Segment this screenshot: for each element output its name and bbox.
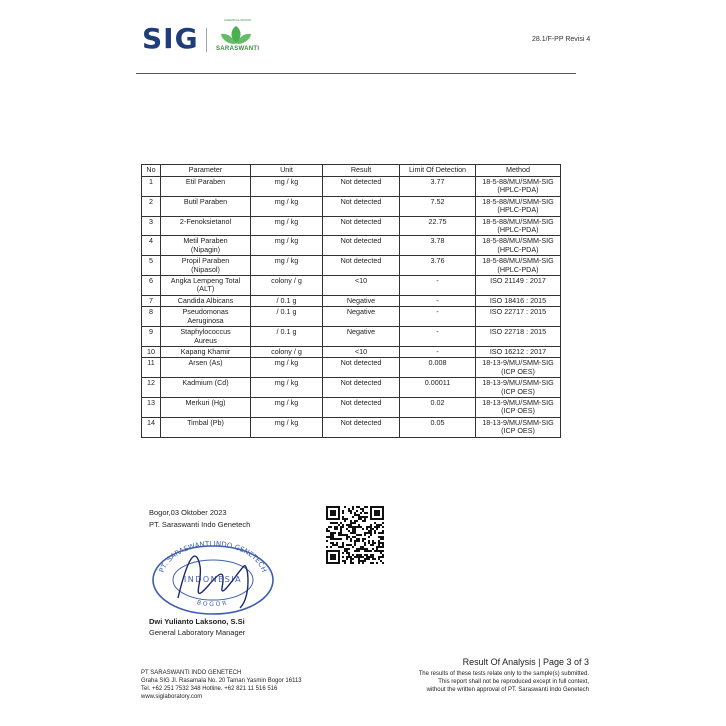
signatory-title: General Laboratory Manager	[149, 628, 246, 637]
cell-unit-line: / 0.1 g	[276, 327, 297, 337]
cell-unit	[251, 397, 323, 417]
cell-no	[142, 417, 161, 437]
footer-company: PT SARASWANTI INDO GENETECH	[141, 670, 242, 676]
cell-method-line: 18-5-88/MU/SMM-SIG	[482, 196, 554, 206]
cell-method-line: (HPLC-PDA)	[497, 225, 539, 235]
svg-text:BOGOR	[196, 599, 229, 608]
cell-result	[323, 358, 400, 378]
cell-result	[323, 378, 400, 398]
cell-no	[142, 196, 161, 216]
cell-unit-line: / 0.1 g	[276, 295, 297, 305]
cell-parameter-line: Butil Paraben	[183, 196, 228, 206]
cell-no	[142, 216, 161, 236]
footer-phone: Tel. +62 251 7532 348 Hotline. +62 821 11 516 516	[141, 686, 278, 692]
cell-no	[142, 346, 161, 357]
cell-parameter	[161, 346, 251, 357]
table-row	[142, 276, 561, 296]
cell-parameter	[161, 378, 251, 398]
cell-method-line: (HPLC-PDA)	[497, 185, 539, 195]
footer-address: Graha SIG Jl. Rasamala No. 20 Taman Yasmin Bogor 16113	[141, 678, 302, 684]
cell-method	[476, 417, 561, 437]
stamp-top-text: PT. SARASWANTI INDO GENETECH	[157, 539, 269, 574]
cell-method	[476, 177, 561, 197]
cell-unit	[251, 276, 323, 296]
cell-method-line: (HPLC-PDA)	[497, 264, 539, 274]
col-limit-of-detection: Limit Of Detection	[400, 165, 476, 177]
cell-no-line: 11	[147, 358, 155, 368]
cell-result-line: Negative	[346, 295, 376, 305]
saraswanti-tagline: CHEMICAL GROUP	[224, 18, 252, 22]
cell-result-line: Negative	[346, 307, 376, 317]
cell-parameter	[161, 397, 251, 417]
cell-parameter-line: Kapang Khamir	[180, 346, 231, 356]
signatory-name: Dwi Yulianto Laksono, S.Si	[149, 617, 245, 626]
table-row	[142, 295, 561, 306]
cell-lod	[400, 397, 476, 417]
cell-unit-line: colony / g	[271, 276, 302, 286]
qr-code-icon	[326, 506, 384, 564]
cell-parameter	[161, 177, 251, 197]
cell-result-line: Not detected	[340, 236, 382, 246]
cell-no	[142, 236, 161, 256]
disclaimer-line: This report shall not be reproduced except in full context,	[438, 679, 589, 685]
col-no: No	[142, 165, 161, 177]
cell-parameter	[161, 417, 251, 437]
cell-method	[476, 236, 561, 256]
disclaimer-line: without the written approval of PT. Saraswanti Indo Genetech	[426, 687, 589, 693]
cell-lod	[400, 295, 476, 306]
cell-method-line: 18-5-88/MU/SMM-SIG	[482, 216, 554, 226]
cell-lod-line: 0.008	[428, 358, 447, 368]
cell-lod	[400, 236, 476, 256]
cell-lod	[400, 256, 476, 276]
header-divider	[136, 73, 576, 74]
cell-lod	[400, 177, 476, 197]
cell-unit	[251, 327, 323, 347]
cell-unit	[251, 295, 323, 306]
cell-no-line: 10	[147, 346, 155, 356]
cell-method-line: 18-5-88/MU/SMM-SIG	[482, 236, 554, 246]
cell-lod	[400, 378, 476, 398]
cell-no	[142, 307, 161, 327]
table-row	[142, 216, 561, 236]
cell-unit-line: mg / kg	[274, 397, 299, 407]
cell-parameter-line: Aureus	[194, 335, 217, 345]
logo-separator	[206, 28, 207, 52]
cell-parameter	[161, 307, 251, 327]
cell-method-line: 18-13-9/MU/SMM-SIG	[482, 358, 554, 368]
cell-no-line: 12	[147, 378, 155, 388]
cell-unit	[251, 216, 323, 236]
cell-parameter	[161, 216, 251, 236]
cell-unit	[251, 417, 323, 437]
cell-no	[142, 397, 161, 417]
cell-result-line: Not detected	[340, 378, 382, 388]
cell-lod-line: 3.77	[430, 177, 445, 186]
cell-result	[323, 196, 400, 216]
stamp-bottom-text: BOGOR	[196, 599, 230, 609]
cell-parameter-line: Staphylococcus	[180, 327, 231, 337]
cell-lod-line: -	[436, 307, 439, 317]
cell-result-line: Not detected	[340, 358, 382, 368]
col-method: Method	[476, 165, 561, 177]
place-date: Bogor,03 Oktober 2023	[149, 508, 227, 517]
cell-method	[476, 358, 561, 378]
cell-unit	[251, 177, 323, 197]
cell-method-line: ISO 22717 : 2015	[489, 307, 547, 317]
cell-result	[323, 177, 400, 197]
cell-lod-line: 22.75	[428, 216, 447, 226]
cell-no-line: 9	[149, 327, 153, 337]
cell-lod	[400, 276, 476, 296]
cell-method-line: (ICP OES)	[501, 366, 535, 376]
cell-unit-line: mg / kg	[274, 417, 299, 427]
cell-no-line: 1	[149, 177, 153, 186]
cell-method-line: ISO 18416 : 2015	[489, 295, 547, 305]
company-stamp-icon	[148, 536, 278, 616]
signing-company: PT. Saraswanti Indo Genetech	[149, 520, 251, 529]
cell-lod	[400, 358, 476, 378]
cell-result-line: Not detected	[340, 417, 382, 427]
cell-result	[323, 307, 400, 327]
cell-result-line: <10	[354, 346, 368, 356]
cell-parameter-line: Candida Albicans	[177, 295, 234, 305]
cell-parameter-line: Merkuri (Hg)	[185, 397, 226, 407]
cell-parameter-line: Etil Paraben	[185, 177, 226, 186]
cell-unit	[251, 196, 323, 216]
cell-lod-line: 3.78	[430, 236, 445, 246]
cell-no	[142, 256, 161, 276]
cell-no-line: 3	[149, 216, 153, 226]
cell-method-line: 18-13-9/MU/SMM-SIG	[482, 417, 554, 427]
cell-lod-line: 7.52	[430, 196, 445, 206]
cell-method	[476, 216, 561, 236]
cell-lod-line: -	[436, 295, 439, 305]
cell-unit	[251, 256, 323, 276]
table-row	[142, 307, 561, 327]
table-row	[142, 417, 561, 437]
cell-method-line: ISO 21149 : 2017	[490, 276, 546, 286]
cell-parameter-line: Aeruginosa	[187, 315, 224, 325]
cell-no	[142, 378, 161, 398]
page-label: Result Of Analysis | Page 3 of 3	[462, 657, 589, 667]
table-row	[142, 177, 561, 197]
cell-no-line: 7	[149, 295, 153, 305]
cell-result	[323, 256, 400, 276]
cell-no-line: 14	[147, 417, 155, 427]
cell-no-line: 4	[149, 236, 153, 246]
cell-result	[323, 346, 400, 357]
cell-parameter-line: (ALT)	[196, 284, 215, 294]
cell-unit	[251, 358, 323, 378]
cell-no-line: 6	[149, 276, 153, 286]
cell-result-line: <10	[354, 276, 368, 286]
cell-no-line: 5	[149, 256, 153, 266]
table-row	[142, 256, 561, 276]
cell-result	[323, 397, 400, 417]
cell-result-line: Not detected	[340, 256, 382, 266]
stamp-middle-text: INDONESIA	[183, 575, 243, 584]
table-row	[142, 327, 561, 347]
cell-no	[142, 327, 161, 347]
table-row	[142, 378, 561, 398]
cell-result-line: Not detected	[340, 177, 382, 186]
cell-method	[476, 256, 561, 276]
cell-method-line: (HPLC-PDA)	[497, 205, 539, 215]
cell-parameter	[161, 256, 251, 276]
cell-method-line: 18-5-88/MU/SMM-SIG	[482, 177, 554, 186]
table-row	[142, 346, 561, 357]
cell-parameter-line: (Nipasol)	[191, 264, 220, 274]
cell-unit-line: mg / kg	[274, 358, 299, 368]
cell-lod-line: -	[436, 346, 439, 356]
cell-no-line: 8	[149, 307, 153, 317]
cell-no-line: 13	[147, 397, 155, 407]
cell-result	[323, 216, 400, 236]
cell-lod-line: 3.76	[430, 256, 445, 266]
cell-parameter	[161, 295, 251, 306]
cell-parameter	[161, 196, 251, 216]
col-result: Result	[323, 165, 400, 177]
cell-method-line: (ICP OES)	[501, 406, 535, 416]
cell-parameter	[161, 358, 251, 378]
cell-lod	[400, 307, 476, 327]
cell-unit-line: mg / kg	[274, 196, 299, 206]
cell-unit-line: mg / kg	[274, 378, 299, 388]
cell-parameter-line: Propil Paraben	[181, 256, 230, 266]
cell-lod	[400, 216, 476, 236]
cell-lod	[400, 346, 476, 357]
cell-method	[476, 307, 561, 327]
cell-method-line: 18-13-9/MU/SMM-SIG	[482, 378, 554, 388]
cell-lod-line: 0.00011	[424, 378, 451, 388]
cell-parameter	[161, 236, 251, 256]
cell-method	[476, 397, 561, 417]
cell-unit-line: / 0.1 g	[276, 307, 297, 317]
cell-unit-line: mg / kg	[274, 216, 299, 226]
cell-method-line: (HPLC-PDA)	[497, 244, 539, 254]
cell-method-line: 18-5-88/MU/SMM-SIG	[482, 256, 554, 266]
cell-unit-line: mg / kg	[274, 256, 299, 266]
cell-result	[323, 276, 400, 296]
cell-parameter-line: Arsen (As)	[188, 358, 223, 368]
cell-lod-line: -	[436, 276, 439, 286]
cell-lod-line: -	[436, 327, 439, 337]
cell-result-line: Not detected	[340, 196, 382, 206]
cell-result	[323, 295, 400, 306]
svg-text:PT. SARASWANTI INDO GENETECH	[158, 540, 268, 574]
cell-parameter	[161, 327, 251, 347]
cell-method	[476, 196, 561, 216]
cell-parameter-line: Pseudomonas	[182, 307, 229, 317]
results-table	[141, 164, 561, 438]
document-code: 28.1/F-PP Revisi 4	[532, 36, 591, 43]
cell-method	[476, 327, 561, 347]
cell-no	[142, 276, 161, 296]
col-parameter: Parameter	[161, 165, 251, 177]
cell-method	[476, 378, 561, 398]
cell-lod	[400, 417, 476, 437]
table-row	[142, 236, 561, 256]
cell-no-line: 2	[149, 196, 153, 206]
cell-lod-line: 0.02	[430, 397, 445, 407]
sig-logo: SIG	[142, 22, 199, 55]
footer-website: www.siglaboratory.com	[141, 694, 203, 700]
cell-lod	[400, 196, 476, 216]
cell-result	[323, 417, 400, 437]
cell-parameter-line: Angka Lempeng Total	[170, 276, 241, 286]
table-row	[142, 397, 561, 417]
cell-method	[476, 346, 561, 357]
cell-parameter-line: Timbal (Pb)	[187, 417, 224, 427]
table-row	[142, 358, 561, 378]
cell-method-line: ISO 16212 : 2017	[489, 346, 547, 356]
cell-no	[142, 358, 161, 378]
saraswanti-logo-text: SARASWANTI	[216, 46, 260, 52]
cell-unit-line: mg / kg	[274, 236, 299, 246]
cell-result-line: Negative	[346, 327, 376, 337]
table-row	[142, 196, 561, 216]
cell-unit-line: mg / kg	[274, 177, 299, 186]
cell-method-line: (ICP OES)	[501, 426, 535, 436]
cell-no	[142, 295, 161, 306]
cell-method-line: ISO 22718 : 2015	[489, 327, 547, 337]
cell-parameter-line: Metil Paraben	[183, 236, 228, 246]
cell-parameter-line: (Nipagin)	[190, 244, 221, 254]
cell-no	[142, 177, 161, 197]
cell-parameter	[161, 276, 251, 296]
cell-method	[476, 276, 561, 296]
cell-unit	[251, 346, 323, 357]
cell-method-line: 18-13-9/MU/SMM-SIG	[482, 397, 554, 407]
cell-result-line: Not detected	[340, 216, 382, 226]
cell-parameter-line: 2-Fenoksietanol	[179, 216, 232, 226]
cell-lod-line: 0.05	[430, 417, 445, 427]
col-unit: Unit	[251, 165, 323, 177]
cell-result-line: Not detected	[340, 397, 382, 407]
cell-result	[323, 236, 400, 256]
cell-unit	[251, 307, 323, 327]
disclaimer-line: The results of these tests relate only to the sample(s) submitted.	[418, 671, 589, 677]
cell-method	[476, 295, 561, 306]
table-header-row	[142, 165, 561, 177]
cell-parameter-line: Kadmium (Cd)	[182, 378, 229, 388]
cell-result	[323, 327, 400, 347]
cell-lod	[400, 327, 476, 347]
cell-unit	[251, 236, 323, 256]
cell-unit-line: colony / g	[271, 346, 302, 356]
cell-method-line: (ICP OES)	[501, 386, 535, 396]
cell-unit	[251, 378, 323, 398]
